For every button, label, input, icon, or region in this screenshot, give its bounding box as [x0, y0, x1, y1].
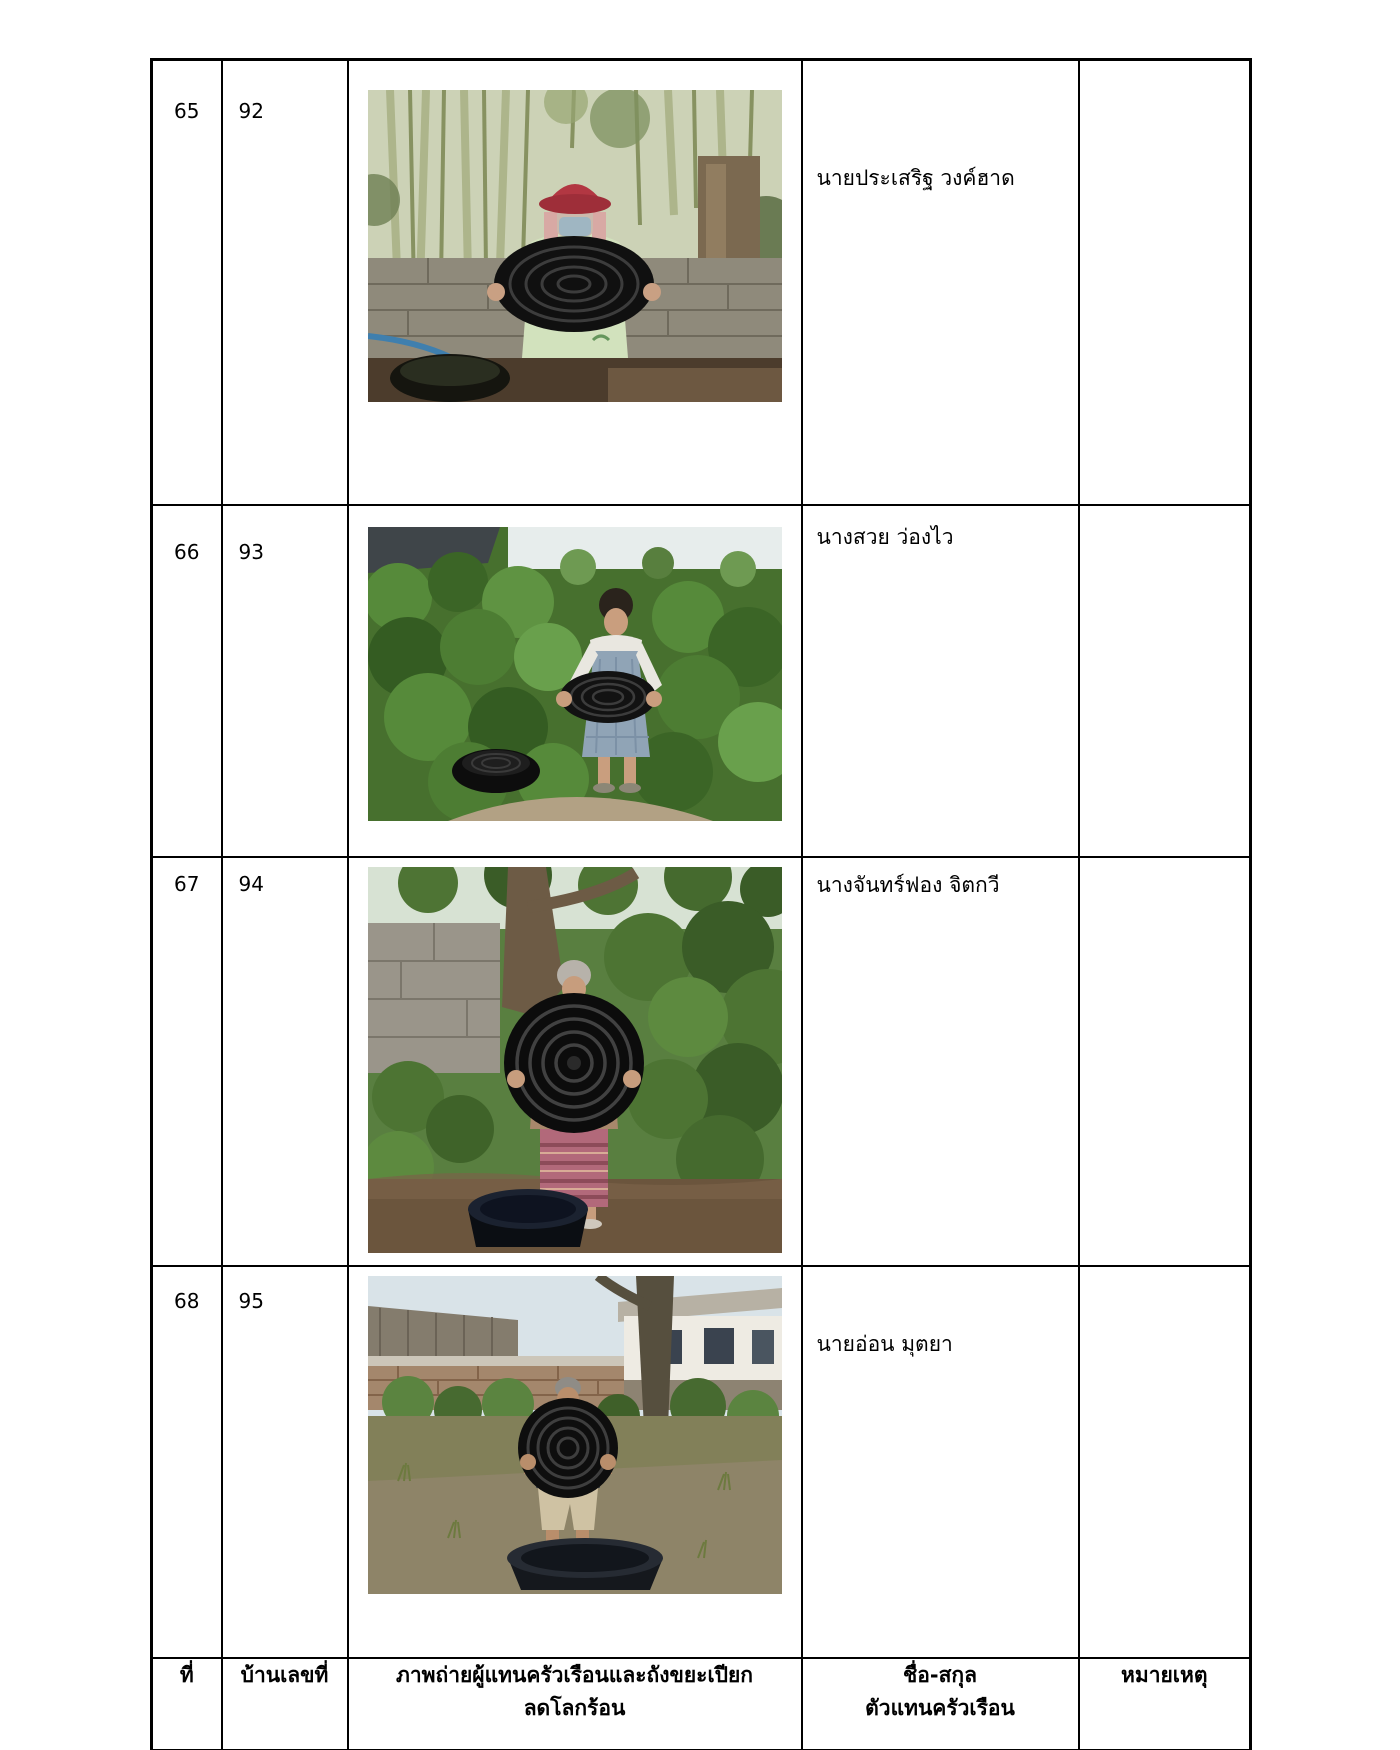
household-photo-table [150, 58, 1252, 1750]
house-number-cell [222, 60, 348, 506]
spiral-lid [518, 1398, 618, 1498]
photo-bamboo-wall-person [368, 90, 782, 402]
photo-cell [348, 505, 802, 857]
header-house-number: บ้านเลขที่ [222, 1658, 348, 1750]
house-number: 95 [238, 1289, 264, 1313]
household-photo [368, 867, 782, 1253]
waste-basin [507, 1538, 663, 1590]
header-photo-line2: ลดโลกร้อน [523, 1695, 626, 1720]
waste-bucket [468, 1189, 588, 1247]
row-number-cell [152, 857, 222, 1266]
table-header-row [152, 1658, 1251, 1750]
house-number: 92 [238, 99, 264, 123]
row-number: 66 [174, 540, 200, 564]
remark-cell [1079, 1266, 1251, 1658]
remark-cell [1079, 857, 1251, 1266]
header-name-line1: ชื่อ-สกุล [903, 1663, 977, 1687]
house-number: 93 [238, 540, 264, 564]
row-number-cell [152, 60, 222, 506]
row-number: 67 [174, 872, 200, 896]
representative-name: นางสวย ว่องไว [816, 525, 954, 549]
face-mask [559, 217, 591, 236]
photo-garden-tree-woman-sarong [368, 867, 782, 1253]
waste-bucket [452, 749, 540, 793]
table-row [152, 60, 1251, 506]
photo-garden-vines-woman [368, 527, 782, 821]
household-photo [368, 1276, 782, 1594]
house-number-cell [222, 505, 348, 857]
name-cell [802, 857, 1079, 1266]
representative-name: นางจันทร์ฟอง จิตกวี [816, 873, 1000, 897]
photo-cell [348, 857, 802, 1266]
photo-yard-house-man-basin [368, 1276, 782, 1594]
row-number-cell [152, 505, 222, 857]
name-cell [802, 1266, 1079, 1658]
remark-cell [1079, 505, 1251, 857]
row-number: 68 [174, 1289, 200, 1313]
table-row [152, 857, 1251, 1266]
row-number: 65 [174, 99, 200, 123]
representative-name: นายอ่อน มุตยา [816, 1332, 953, 1356]
house-number: 94 [238, 872, 264, 896]
remark-cell [1079, 60, 1251, 506]
representative-name: นายประเสริฐ วงค์ฮาด [816, 166, 1015, 190]
spiral-lid [504, 993, 644, 1133]
header-remark: หมายเหตุ [1079, 1658, 1251, 1750]
name-cell [802, 505, 1079, 857]
table-row [152, 1266, 1251, 1658]
table-row [152, 505, 1251, 857]
house-number-cell [222, 857, 348, 1266]
photo-cell [348, 1266, 802, 1658]
header-photo [348, 1658, 802, 1750]
household-photo [368, 90, 782, 402]
spiral-lid [494, 236, 654, 332]
header-photo-line1: ภาพถ่ายผู้แทนครัวเรือนและถังขยะเปียก [396, 1663, 753, 1687]
household-photo [368, 527, 782, 821]
spiral-lid [560, 671, 656, 723]
header-name [802, 1658, 1079, 1750]
header-no: ที่ [152, 1658, 222, 1750]
name-cell [802, 60, 1079, 506]
house-number-cell [222, 1266, 348, 1658]
photo-cell [348, 60, 802, 506]
header-name-line2: ตัวแทนครัวเรือน [865, 1695, 1015, 1720]
row-number-cell [152, 1266, 222, 1658]
